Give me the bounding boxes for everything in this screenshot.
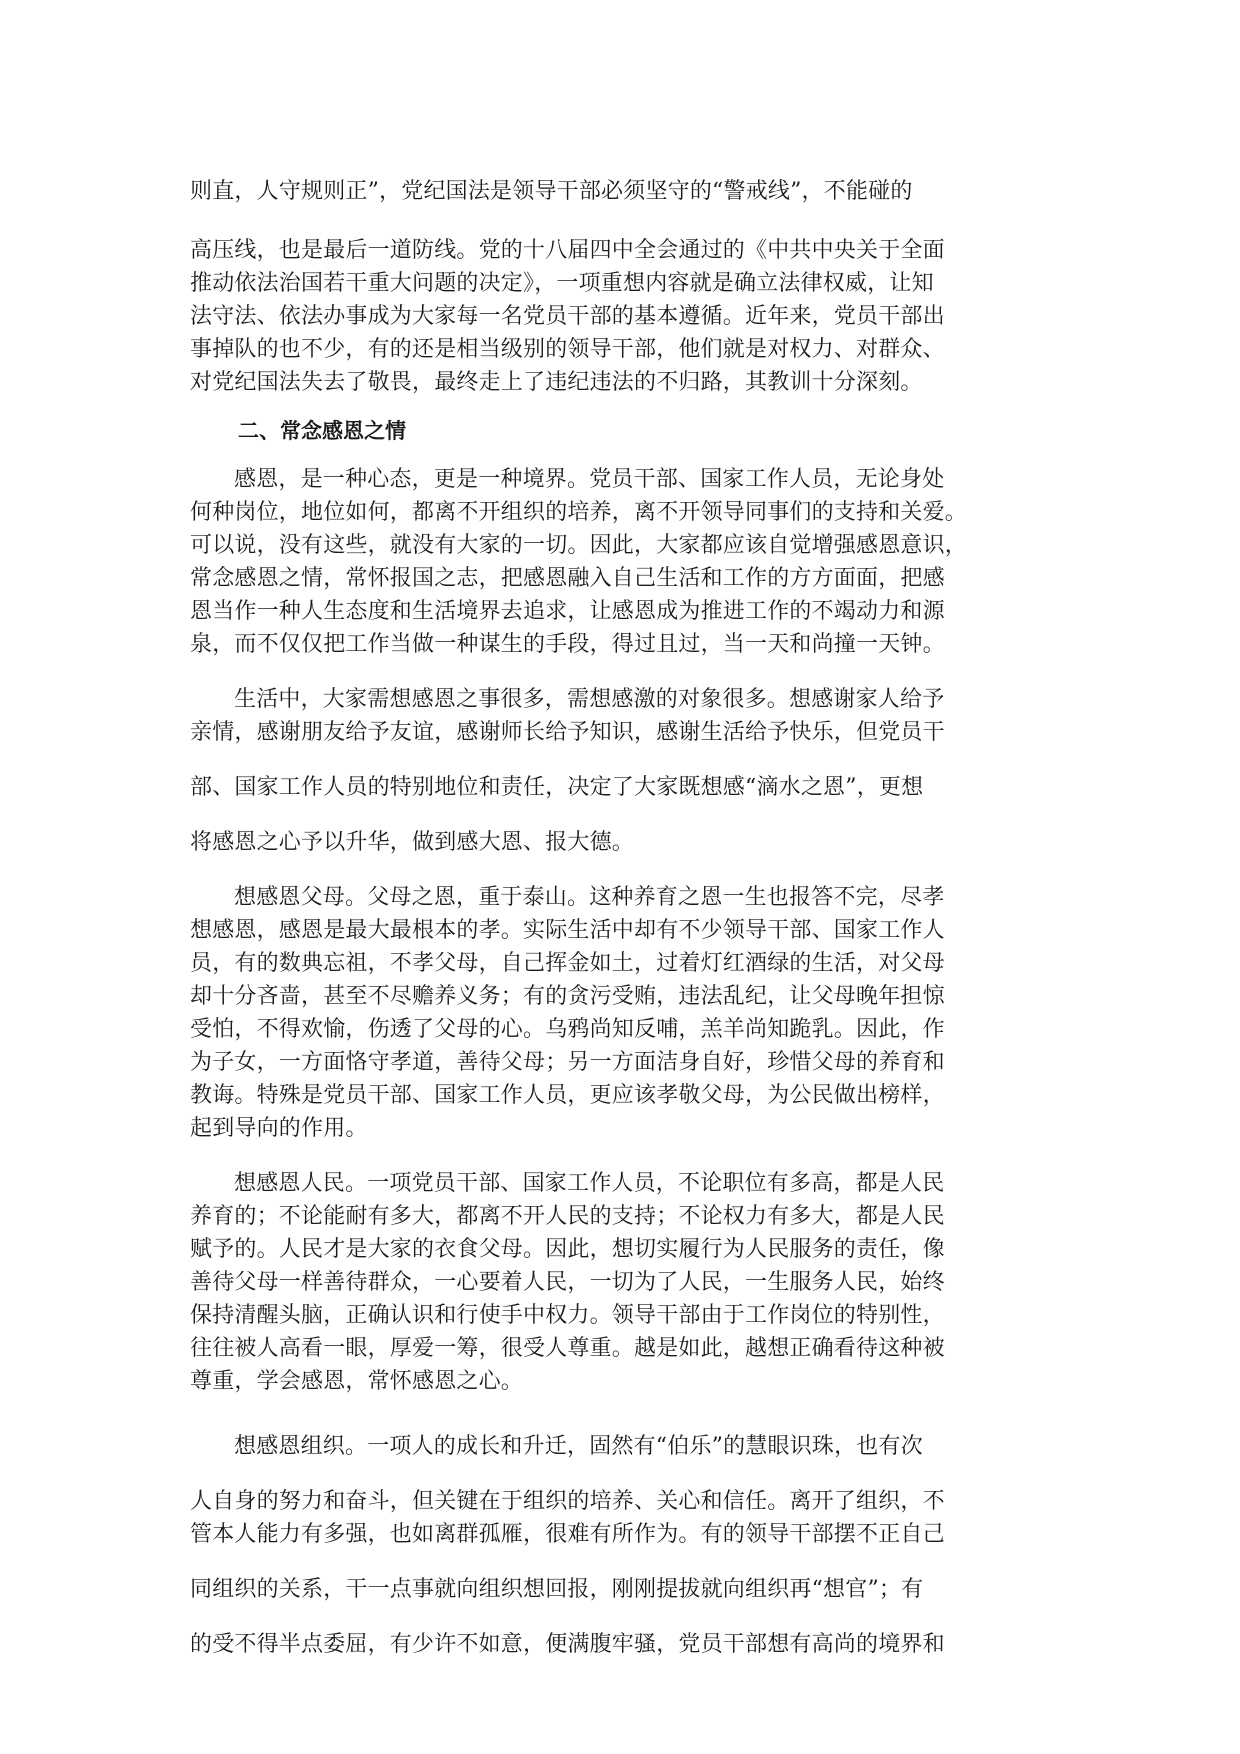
paragraph-3 bbox=[190, 683, 1042, 859]
text-line: 教诲。特殊是党员干部、国家工作人员，更应该孝敬父母，为公民做出榜样， bbox=[190, 1083, 945, 1108]
text-line: 推动依法治国若干重大问题的决定》，一项重想内容就是确立法律权威，让知 bbox=[190, 271, 934, 296]
text-line: 常念感恩之情，常怀报国之志，把感恩融入自己生活和工作的方方面面，把感 bbox=[190, 566, 945, 591]
paragraph-4 bbox=[190, 881, 1042, 1145]
text-line: 养育的；不论能耐有多大，都离不开人民的支持；不论权力有多大，都是人民 bbox=[190, 1204, 945, 1229]
text-line: 保持清醒头脑，正确认识和行使手中权力。领导干部由于工作岗位的特别性， bbox=[190, 1303, 945, 1328]
text-line: 员，有的数典忘祖，不孝父母，自己挥金如土，过着灯红酒绿的生活，对父母 bbox=[190, 951, 945, 976]
text-line: 尊重，学会感恩，常怀感恩之心。 bbox=[190, 1369, 524, 1394]
text-line: 生活中，大家需想感恩之事很多，需想感激的对象很多。想感谢家人给予 bbox=[234, 687, 945, 712]
text-line: 赋予的。人民才是大家的衣食父母。因此，想切实履行为人民服务的责任，像 bbox=[190, 1237, 945, 1262]
text-line: 何种岗位，地位如何，都离不开组织的培养，离不开领导同事们的支持和关爱。 bbox=[190, 500, 968, 525]
text-line: 的受不得半点委屈，有少许不如意，便满腹牢骚，党员干部想有高尚的境界和 bbox=[190, 1632, 945, 1657]
text-line: 将感恩之心予以升华，做到感大恩、报大德。 bbox=[190, 830, 635, 855]
text-line: 想感恩组织。一项人的成长和升迁，固然有“伯乐”的慧眼识珠，也有次 bbox=[234, 1434, 923, 1459]
text-line: 想感恩，感恩是最大最根本的孝。实际生活中却有不少领导干部、国家工作人 bbox=[190, 918, 945, 943]
text-line: 高压线，也是最后一道防线。党的十八届四中全会通过的《中共中央关于全面 bbox=[190, 238, 945, 263]
text-line: 恩当作一种人生态度和生活境界去追求，让感恩成为推进工作的不竭动力和源 bbox=[190, 599, 945, 624]
text-line: 则直，人守规则正”，党纪国法是领导干部必须坚守的“警戒线”，不能碰的 bbox=[190, 179, 913, 204]
text-line: 亲情，感谢朋友给予友谊，感谢师长给予知识，感谢生活给予快乐，但党员干 bbox=[190, 720, 945, 745]
text-line: 善待父母一样善待群众，一心要着人民，一切为了人民，一生服务人民，始终 bbox=[190, 1270, 945, 1295]
text-line: 事掉队的也不少，有的还是相当级别的领导干部，他们就是对权力、对群众、 bbox=[190, 337, 945, 362]
text-line: 受怕，不得欢愉，伤透了父母的心。乌鸦尚知反哺，羔羊尚知跪乳。因此，作 bbox=[190, 1017, 945, 1042]
text-line: 部、国家工作人员的特别地位和责任，决定了大家既想感“滴水之恩”，更想 bbox=[190, 775, 924, 800]
text-line: 想感恩父母。父母之恩，重于泰山。这种养育之恩一生也报答不完，尽孝 bbox=[234, 885, 945, 910]
document-body bbox=[190, 172, 1042, 1661]
paragraph-2 bbox=[190, 463, 1042, 661]
text-line: 对党纪国法失去了敬畏，最终走上了违纪违法的不归路，其教训十分深刻。 bbox=[190, 370, 923, 395]
text-line: 起到导向的作用。 bbox=[190, 1116, 368, 1141]
text-line: 同组织的关系，干一点事就向组织想回报，刚刚提拔就向组织再“想官”；有 bbox=[190, 1577, 924, 1602]
section-heading: 二、常念感恩之情 bbox=[238, 419, 406, 443]
text-line: 想感恩人民。一项党员干部、国家工作人员，不论职位有多高，都是人民 bbox=[234, 1171, 945, 1196]
paragraph-1 bbox=[190, 172, 1042, 399]
text-line: 泉，而不仅仅把工作当做一种谋生的手段，得过且过，当一天和尚撞一天钟。 bbox=[190, 632, 945, 657]
text-line: 法守法、依法办事成为大家每一名党员干部的基本遵循。近年来，党员干部出 bbox=[190, 304, 945, 329]
text-line: 却十分吝啬，甚至不尽赡养义务；有的贪污受贿，违法乱纪，让父母晚年担惊 bbox=[190, 984, 945, 1009]
text-line: 为子女，一方面恪守孝道，善待父母；另一方面洁身自好，珍惜父母的养育和 bbox=[190, 1050, 945, 1075]
text-line: 人自身的努力和奋斗，但关键在于组织的培养、关心和信任。离开了组织，不 bbox=[190, 1489, 945, 1514]
text-line: 感恩，是一种心态，更是一种境界。党员干部、国家工作人员，无论身处 bbox=[234, 467, 945, 492]
paragraph-5 bbox=[190, 1167, 1042, 1398]
paragraph-6 bbox=[190, 1430, 1042, 1661]
text-line: 可以说，没有这些，就没有大家的一切。因此，大家都应该自觉增强感恩意识， bbox=[190, 533, 968, 558]
text-line: 往往被人高看一眼，厚爱一筹，很受人尊重。越是如此，越想正确看待这种被 bbox=[190, 1336, 945, 1361]
text-line: 管本人能力有多强，也如离群孤雁，很难有所作为。有的领导干部摆不正自己 bbox=[190, 1522, 945, 1547]
